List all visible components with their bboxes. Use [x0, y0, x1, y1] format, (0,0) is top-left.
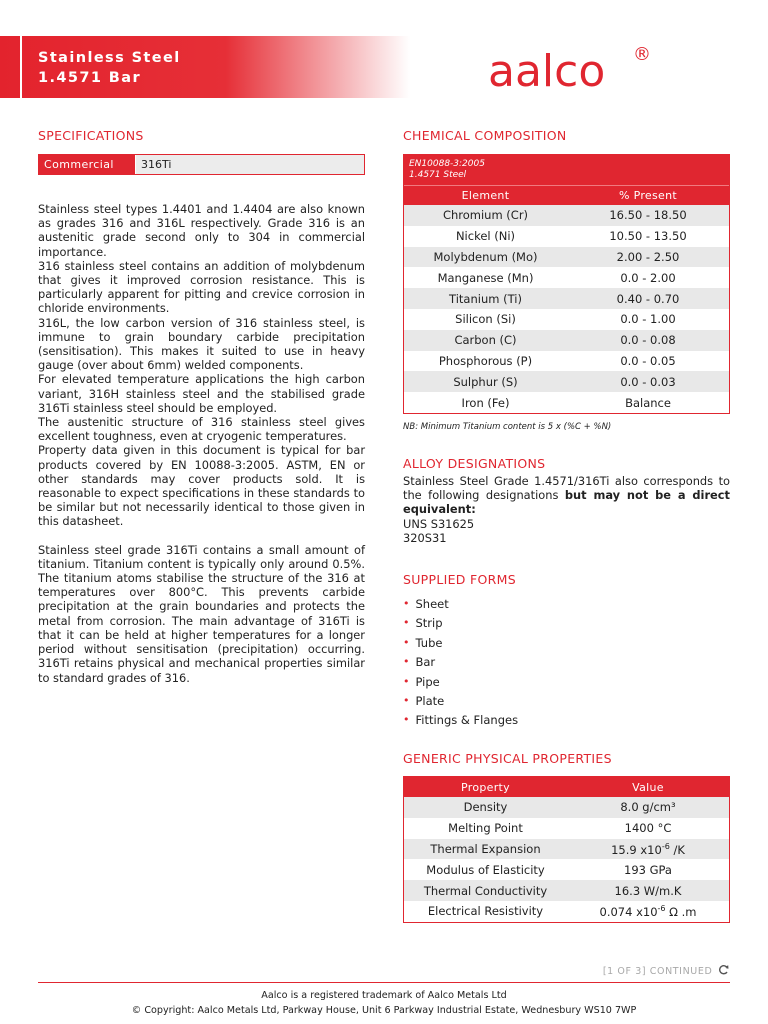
- table-row: [404, 247, 729, 268]
- form-label: Plate: [415, 693, 445, 708]
- element-cell: Phosphorous (P): [438, 353, 533, 368]
- caption-grade: 1.4571 Steel: [409, 170, 467, 180]
- page-title-line2: 1.4571 Bar: [38, 70, 141, 86]
- table-row: [404, 797, 729, 818]
- table-row: [404, 839, 729, 860]
- physical-properties-table: [403, 776, 730, 923]
- table-caption: [404, 155, 729, 185]
- present-cell: 16.50 - 18.50: [609, 208, 687, 223]
- aalco-logo: [486, 40, 656, 100]
- form-label: Pipe: [415, 674, 440, 689]
- value-cell: 8.0 g/cm³: [620, 800, 676, 815]
- designation-bs: 320S31: [403, 530, 447, 545]
- value-base: 15.9 x10: [611, 842, 662, 857]
- form-label: Fittings & Flanges: [415, 713, 519, 728]
- present-cell: 0.0 - 0.08: [620, 333, 676, 348]
- list-item: [403, 596, 518, 615]
- continued-label: [1 OF 3] CONTINUED: [602, 966, 713, 977]
- physical-properties-title: GENERIC PHYSICAL PROPERTIES: [403, 751, 612, 766]
- alloy-designations-text: [403, 474, 730, 545]
- description-paragraph: The austenitic structure of 316 stainless steel gives excellent toughness, even at cryogenic temperatures.: [38, 415, 365, 444]
- value-unit: Ω .m: [665, 904, 697, 919]
- element-cell: Carbon (C): [454, 333, 517, 348]
- description-paragraph: For elevated temperature applications the high carbon variant, 316H stainless steel and the stabilised grade 316Ti stainless steel should be employed.: [38, 372, 365, 415]
- table-row: [404, 205, 729, 226]
- property-cell: Density: [463, 800, 508, 815]
- table-body: [404, 797, 729, 922]
- list-item: [403, 635, 518, 654]
- property-cell: Thermal Expansion: [430, 841, 541, 856]
- description-paragraph: Stainless steel types 1.4401 and 1.4404 are also known as grades 316 and 316L respectively. Grade 316 is an austenitic grade second only to 304 in commercial importance.: [38, 202, 365, 259]
- value-cell: [567, 904, 729, 919]
- table-row: [404, 330, 729, 351]
- trademark-notice: Aalco is a registered trademark of Aalco Metals Ltd: [261, 990, 507, 1001]
- table-row: [404, 267, 729, 288]
- table-row: [404, 371, 729, 392]
- table-row: [404, 288, 729, 309]
- chemical-composition-title: CHEMICAL COMPOSITION: [403, 128, 567, 143]
- table-row: [404, 880, 729, 901]
- list-item: [403, 693, 518, 712]
- present-cell: 0.0 - 0.05: [620, 353, 676, 368]
- property-cell: Melting Point: [448, 821, 523, 836]
- value-cell: 16.3 W/m.K: [614, 883, 682, 898]
- present-cell: 0.0 - 2.00: [620, 270, 676, 285]
- column-header-value: Value: [632, 780, 664, 794]
- designation-uns: UNS S31625: [403, 516, 475, 531]
- present-cell: 0.0 - 1.00: [620, 312, 676, 327]
- bullet-icon: •: [403, 655, 410, 669]
- property-cell: Electrical Resistivity: [427, 904, 544, 919]
- bullet-icon: •: [403, 635, 410, 649]
- form-label: Bar: [415, 655, 436, 670]
- table-row: [404, 351, 729, 372]
- footer-divider: [38, 982, 730, 983]
- element-cell: Molybdenum (Mo): [433, 249, 538, 264]
- element-cell: Chromium (Cr): [442, 208, 529, 223]
- table-header: [404, 185, 729, 205]
- chemical-composition-table: [403, 154, 730, 414]
- value-exponent: -6: [661, 841, 670, 851]
- description-paragraph: Property data given in this document is typical for bar products covered by EN 10088-3:2005. ASTM, EN or other standards may cover products sold. It is reasonable to expect specifications in these standards to be similar but not necessarily identical to those given in this datasheet.: [38, 443, 365, 529]
- element-cell: Sulphur (S): [453, 374, 518, 389]
- titanium-note: NB: Minimum Titanium content is 5 x (%C + %N): [403, 422, 612, 432]
- present-cell: 0.0 - 0.03: [620, 374, 676, 389]
- supplied-forms-title: SUPPLIED FORMS: [403, 572, 516, 587]
- specification-row: [38, 154, 365, 175]
- list-item: [403, 615, 518, 634]
- element-cell: Nickel (Ni): [455, 229, 516, 244]
- continue-arrow-icon: [719, 965, 730, 975]
- table-row: [404, 818, 729, 839]
- present-cell: 10.50 - 13.50: [609, 229, 687, 244]
- property-cell: Modulus of Elasticity: [426, 862, 545, 877]
- element-cell: Silicon (Si): [455, 312, 516, 327]
- specifications-title: SPECIFICATIONS: [38, 128, 144, 143]
- table-body: [404, 205, 729, 413]
- bullet-icon: •: [403, 693, 410, 707]
- description-paragraph: 316 stainless steel contains an addition of molybdenum that gives it improved corrosion resistance. This is particularly apparent for pitting and crevice corrosion in chloride environments.: [38, 258, 365, 316]
- table-row: [404, 859, 729, 880]
- copyright-notice: © Copyright: Aalco Metals Ltd, Parkway House, Unit 6 Parkway Industrial Estate, Wednesbury WS10 7WP: [131, 1005, 637, 1016]
- column-header-present: % Present: [619, 189, 677, 202]
- bullet-icon: •: [403, 597, 410, 610]
- alloy-disclaimer: but may not be a direct equivalent:: [403, 488, 730, 517]
- value-cell: [567, 842, 729, 857]
- element-cell: Manganese (Mn): [437, 270, 534, 285]
- titanium-paragraph: Stainless steel grade 316Ti contains a small amount of titanium. Titanium content is typically only around 0.5%. The titanium atoms stabilise the structure of the 316 at temperatures over 800°C. This prevents carbide precipitation at the grain boundaries and protects the metal from corrosion. The main advantage of 316Ti is that it can be held at higher temperatures for a longer period without sensitisation (precipitation) occurring. 316Ti retains physical and mechanical properties similar to standard grades of 316.: [38, 542, 365, 685]
- brand-text: aalco: [488, 46, 606, 97]
- form-label: Strip: [415, 616, 443, 631]
- column-header-property: Property: [461, 780, 510, 794]
- registered-mark: ®: [633, 44, 651, 65]
- present-cell: Balance: [625, 395, 671, 410]
- bullet-icon: •: [403, 713, 410, 727]
- supplied-forms-list: [403, 596, 518, 732]
- column-header-element: Element: [461, 189, 510, 202]
- page-title: [38, 48, 181, 88]
- header-divider: [20, 36, 22, 98]
- element-cell: Titanium (Ti): [449, 291, 522, 306]
- caption-standard: EN10088-3:2005: [409, 159, 485, 169]
- property-cell: Thermal Conductivity: [423, 883, 548, 898]
- table-row: [404, 392, 729, 413]
- alloy-intro: Stainless Steel Grade 1.4571/316Ti also corresponds to the following designations: [403, 474, 730, 503]
- table-row: [404, 309, 729, 330]
- element-cell: Iron (Fe): [461, 395, 510, 410]
- value-base: 0.074 x10: [599, 904, 658, 919]
- bullet-icon: •: [403, 616, 410, 630]
- table-header: [404, 777, 729, 797]
- bullet-icon: •: [403, 674, 410, 688]
- list-item: [403, 712, 518, 731]
- value-cell: 1400 °C: [624, 821, 672, 836]
- form-label: Tube: [415, 635, 443, 650]
- description-paragraph: 316L, the low carbon version of 316 stainless steel, is immune to grain boundary carbide precipitation (sensitisation). This makes it suited to use in heavy gauge (over about 6mm) welded components.: [38, 315, 365, 373]
- value-unit: /K: [669, 842, 685, 857]
- table-row: [404, 901, 729, 922]
- description-text: [38, 202, 365, 685]
- spec-value: 316Ti: [135, 155, 364, 174]
- list-item: [403, 654, 518, 673]
- spec-label: Commercial: [39, 155, 135, 174]
- list-item: [403, 674, 518, 693]
- present-cell: 0.40 - 0.70: [616, 291, 680, 306]
- value-exponent: -6: [657, 903, 666, 913]
- page-indicator: [603, 965, 730, 977]
- value-cell: 193 GPa: [624, 862, 672, 877]
- present-cell: 2.00 - 2.50: [616, 249, 680, 264]
- page-title-line1: Stainless Steel: [38, 50, 181, 66]
- alloy-designations-title: ALLOY DESIGNATIONS: [403, 456, 546, 471]
- table-row: [404, 226, 729, 247]
- form-label: Sheet: [415, 597, 449, 611]
